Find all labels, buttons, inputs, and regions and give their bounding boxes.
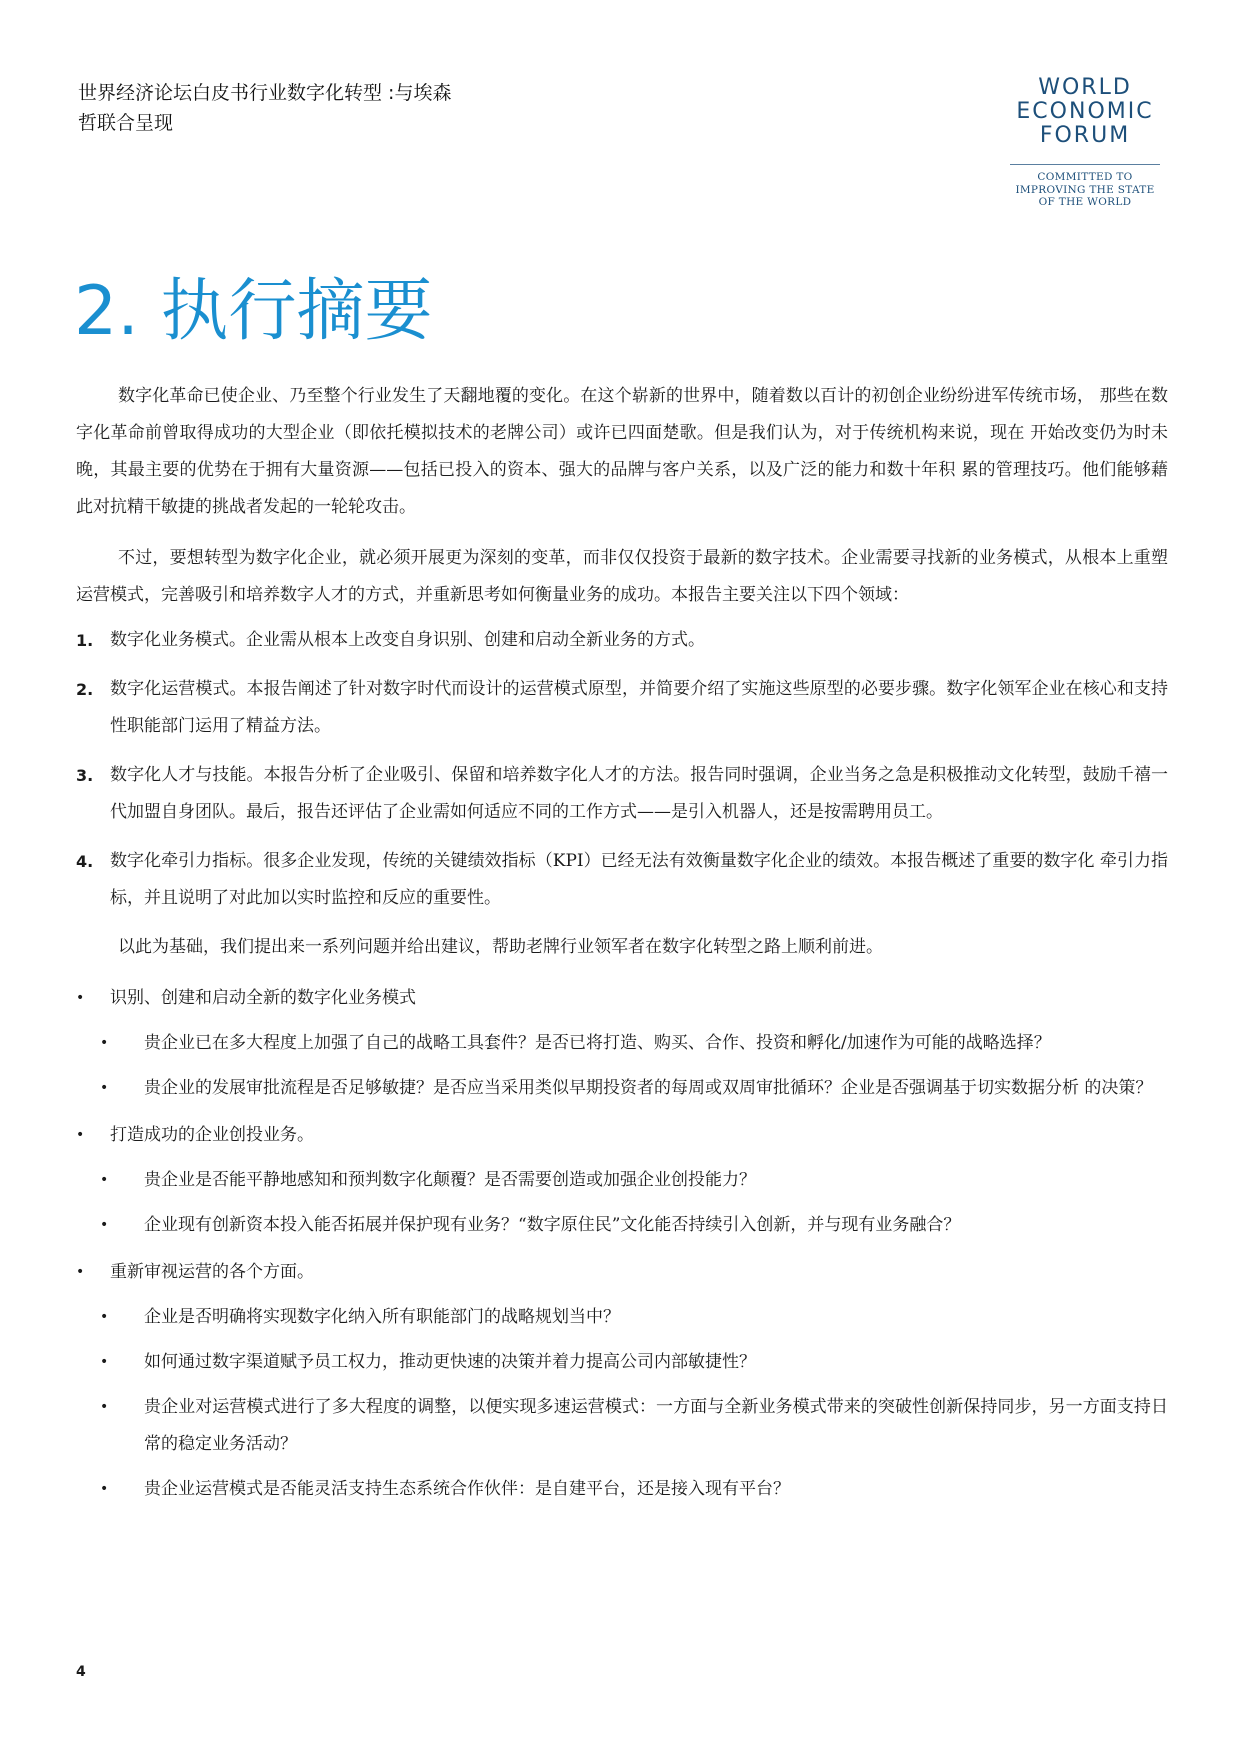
- question-topic: [76, 1117, 1168, 1154]
- question-topic: [76, 980, 1168, 1017]
- question-text: 如何通过数字渠道赋予员工权力，推动更快速的决策并着力提高公司内部敏捷性？: [144, 1352, 756, 1372]
- report-title: 世界经济论坛白皮书行业数字化转型 :与埃森哲联合呈现: [78, 82, 452, 134]
- bullet-icon: •: [100, 1354, 109, 1370]
- section-heading: 2. 执行摘要: [74, 272, 433, 351]
- question-text: 企业是否明确将实现数字化纳入所有职能部门的战略规划当中？: [144, 1307, 620, 1327]
- question-topic: [76, 1254, 1168, 1291]
- question-item: [88, 1299, 1168, 1336]
- list-number: 3.: [76, 766, 94, 785]
- focus-area-item: [76, 622, 1168, 659]
- question-group: [76, 1254, 1168, 1508]
- question-group: [76, 1117, 1168, 1244]
- question-item: [88, 1389, 1168, 1463]
- question-item: [88, 1025, 1168, 1062]
- focus-area-text: 数字化牵引力指标。很多企业发现，传统的关键绩效指标（KPI）已经无法有效衡量数字化企业的绩效。本报告概述了重要的数字化 牵引力指标，并且说明了对此加以实时监控和反应的重要性。: [110, 851, 1168, 908]
- bullet-icon: •: [100, 1481, 109, 1497]
- bullet-icon: •: [100, 1309, 109, 1325]
- logo-line-world: WORLD: [1038, 75, 1132, 100]
- focus-area-item: [76, 671, 1168, 745]
- question-group: [76, 980, 1168, 1107]
- list-number: 2.: [76, 680, 94, 699]
- wef-logo: [1005, 76, 1165, 209]
- bullet-icon: •: [76, 1127, 85, 1143]
- question-item: [88, 1162, 1168, 1199]
- closing-paragraph: 以此为基础，我们提出来一系列问题并给出建议，帮助老牌行业领军者在数字化转型之路上顺利前进。: [118, 937, 883, 957]
- question-item: [88, 1070, 1168, 1107]
- question-text: 企业现有创新资本投入能否拓展并保护现有业务？“数字原住民”文化能否持续引入创新，并与现有业务融合？: [144, 1215, 961, 1235]
- list-number: 1.: [76, 631, 94, 650]
- question-text: 贵企业运营模式是否能灵活支持生态系统合作伙伴：是自建平台，还是接入现有平台？: [144, 1479, 790, 1499]
- logo-tagline-3: OF THE WORLD: [1038, 196, 1132, 208]
- logo-divider: [1010, 164, 1160, 165]
- logo-tagline-1: COMMITTED TO: [1037, 171, 1133, 183]
- focus-area-text: 数字化人才与技能。本报告分析了企业吸引、保留和培养数字化人才的方法。报告同时强调，企业当务之急是积极推动文化转型，鼓励千禧一代加盟自身团队。最后，报告还评估了企业需如何适应不同的工作方式——是引入机器人，还是按需聘用员工。: [110, 765, 1168, 822]
- focus-areas-list: [76, 622, 1168, 917]
- bullet-icon: •: [100, 1080, 109, 1096]
- bullet-icon: •: [76, 1264, 85, 1280]
- question-item: [88, 1471, 1168, 1508]
- focus-area-text: 数字化运营模式。本报告阐述了针对数字时代而设计的运营模式原型，并简要介绍了实施这些原型的必要步骤。数字化领军企业在核心和支持性职能部门运用了精益方法。: [110, 679, 1168, 736]
- focus-area-item: [76, 843, 1168, 917]
- bullet-icon: •: [76, 990, 85, 1006]
- bullet-icon: •: [100, 1399, 109, 1415]
- question-text: 贵企业是否能平静地感知和预判数字化颠覆？是否需要创造或加强企业创投能力？: [144, 1170, 756, 1190]
- question-item: [88, 1207, 1168, 1244]
- question-topic-text: 识别、创建和启动全新的数字化业务模式: [110, 988, 416, 1008]
- logo-tagline-2: IMPROVING THE STATE: [1015, 183, 1155, 196]
- question-text: 贵企业已在多大程度上加强了自己的战略工具套件？是否已将打造、购买、合作、投资和孵化/加速作为可能的战略选择？: [144, 1033, 1051, 1053]
- question-topic-text: 重新审视运营的各个方面。: [110, 1262, 314, 1282]
- question-text: 贵企业对运营模式进行了多大程度的调整，以便实现多速运营模式：一方面与全新业务模式带来的突破性创新保持同步，另一方面支持日常的稳定业务活动？: [144, 1397, 1168, 1454]
- logo-line-economic: ECONOMIC: [1016, 99, 1154, 124]
- list-number: 4.: [76, 852, 94, 871]
- bullet-icon: •: [100, 1217, 109, 1233]
- question-text: 贵企业的发展审批流程是否足够敏捷？是否应当采用类似早期投资者的每周或双周审批循环？企业是否强调基于切实数据分析 的决策？: [144, 1078, 1153, 1098]
- question-topic-text: 打造成功的企业创投业务。: [110, 1125, 314, 1145]
- focus-area-item: [76, 757, 1168, 831]
- page-number: 4: [76, 1664, 86, 1680]
- logo-line-forum: FORUM: [1039, 123, 1131, 148]
- body-text: [76, 378, 1168, 1518]
- question-item: [88, 1344, 1168, 1381]
- intro-paragraph: 数字化革命已使企业、乃至整个行业发生了天翻地覆的变化。在这个崭新的世界中，随着数以百计的初创企业纷纷进军传统市场， 那些在数字化革命前曾取得成功的大型企业（即依托模拟技术的老牌公司）或许已四面楚歌。但是我们认为，对于传统机构来说，现在 开始改变仍为时未晚，其最主要的优势在于拥有大量资源——包括已投入的资本、强大的品牌与客户关系，以及广泛的能力和数十年积 累的管理技巧。他们能够藉此对抗精干敏捷的挑战者发起的一轮轮攻击。: [76, 386, 1168, 517]
- intro-paragraph: 不过，要想转型为数字化企业，就必须开展更为深刻的变革，而非仅仅投资于最新的数字技术。企业需要寻找新的业务模式，从根本上重塑运营模式，完善吸引和培养数字人才的方式，并重新思考如何衡量业务的成功。本报告主要关注以下四个领域：: [76, 548, 1168, 605]
- bullet-icon: •: [100, 1172, 109, 1188]
- focus-area-text: 数字化业务模式。企业需从根本上改变自身识别、创建和启动全新业务的方式。: [110, 630, 705, 650]
- bullet-icon: •: [100, 1035, 109, 1051]
